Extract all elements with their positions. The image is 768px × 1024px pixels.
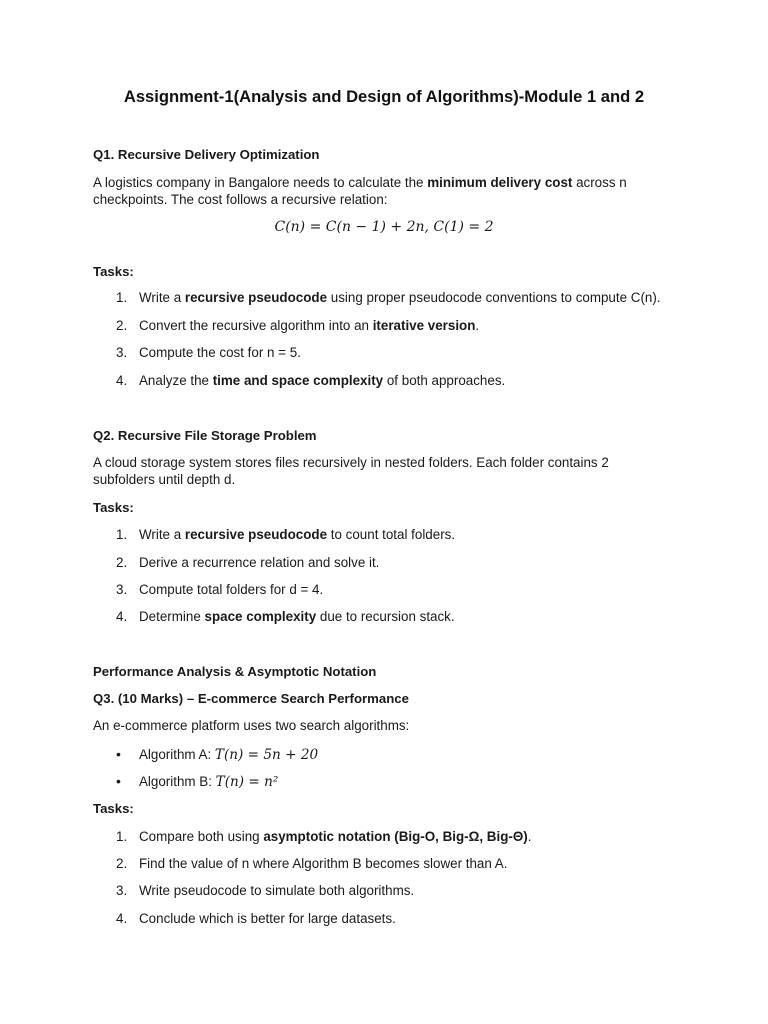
q1-intro-bold: minimum delivery cost (427, 175, 573, 190)
q3-algorithm-item (116, 745, 318, 764)
list-number: 4. (116, 373, 128, 388)
task-bold: time and space complexity (212, 373, 384, 388)
q3-task-item (116, 855, 507, 873)
q2-task-item (116, 554, 379, 572)
task-text: Convert the recursive algorithm into an (139, 318, 373, 333)
task-bold: space complexity (204, 609, 317, 624)
q2-task-item (116, 608, 455, 626)
list-number: 1. (116, 290, 128, 305)
task-text: Conclude which is better for large datasets. (139, 911, 396, 926)
list-number: 4. (116, 911, 128, 926)
q3-intro: An e-commerce platform uses two search algorithms: (93, 718, 410, 733)
q1-task-item (116, 344, 301, 362)
task-bold: asymptotic notation (Big-O, Big-Ω, Big-Θ) (263, 829, 528, 844)
task-text: Analyze the (139, 373, 213, 388)
task-text-end: . (527, 829, 532, 844)
q1-task-item (116, 372, 505, 390)
task-text-end: of both approaches. (383, 373, 506, 388)
q3-heading: Q3. (10 Marks) – E-commerce Search Performance (93, 691, 409, 706)
q3-task-item (116, 882, 414, 900)
task-text: Compute the cost for n = 5. (139, 345, 301, 360)
list-number: 3. (116, 883, 128, 898)
q1-intro-line-1 (93, 174, 653, 192)
task-bold: recursive pseudocode (184, 527, 328, 542)
task-text-end: . (475, 318, 480, 333)
algorithm-label: Algorithm A: (139, 747, 215, 762)
q2-task-item (116, 581, 323, 599)
bullet-icon: • (116, 746, 121, 762)
list-number: 4. (116, 609, 128, 624)
task-bold: iterative version (372, 318, 476, 333)
task-bold: recursive pseudocode (184, 290, 328, 305)
section-heading: Performance Analysis & Asymptotic Notation (93, 664, 377, 679)
list-number: 1. (116, 527, 128, 542)
q2-task-item (116, 526, 455, 544)
list-number: 2. (116, 555, 128, 570)
q3-task-item (116, 828, 531, 846)
bullet-icon: • (116, 773, 121, 789)
q1-task-item (116, 317, 479, 335)
q1-intro-text: A logistics company in Bangalore needs to calculate the (93, 175, 428, 190)
q1-heading: Q1. Recursive Delivery Optimization (93, 147, 320, 162)
task-text-end: to count total folders. (327, 527, 456, 542)
algorithm-label: Algorithm B: (139, 774, 216, 789)
task-text-end: due to recursion stack. (316, 609, 455, 624)
q3-tasks-label: Tasks: (93, 801, 134, 816)
q2-intro-line-2: subfolders until depth d. (93, 472, 236, 487)
q1-intro-text-end: across n (572, 175, 627, 190)
q3-algorithm-item (116, 772, 278, 791)
task-text: Derive a recurrence relation and solve it. (139, 555, 380, 570)
list-number: 3. (116, 582, 128, 597)
q2-intro-line-1: A cloud storage system stores files recursively in nested folders. Each folder contains 2 (93, 455, 609, 470)
list-number: 2. (116, 856, 128, 871)
task-text: Write a (139, 527, 185, 542)
q2-heading: Q2. Recursive File Storage Problem (93, 428, 317, 443)
algorithm-formula: T(n) = 5n + 20 (214, 747, 319, 763)
q1-intro-line-2: checkpoints. The cost follows a recursive relation: (93, 192, 388, 207)
list-number: 2. (116, 318, 128, 333)
task-text: Write a (139, 290, 185, 305)
q3-task-item (116, 910, 396, 928)
list-number: 1. (116, 829, 128, 844)
document-title: Assignment-1(Analysis and Design of Algorithms)-Module 1 and 2 (123, 87, 645, 106)
task-text: Compute total folders for d = 4. (139, 582, 324, 597)
task-text: Compare both using (139, 829, 264, 844)
q2-tasks-label: Tasks: (93, 500, 134, 515)
task-text: Find the value of n where Algorithm B becomes slower than A. (139, 856, 508, 871)
q1-equation: C(n) = C(n − 1) + 2n, C(1) = 2 (274, 219, 494, 235)
task-text: Determine (139, 609, 205, 624)
algorithm-formula: T(n) = n² (215, 774, 279, 790)
q1-task-item (116, 289, 661, 307)
q1-tasks-label: Tasks: (93, 264, 134, 279)
task-text: Write pseudocode to simulate both algorithms. (139, 883, 415, 898)
list-number: 3. (116, 345, 128, 360)
task-text-end: using proper pseudocode conventions to compute C(n). (327, 290, 661, 305)
